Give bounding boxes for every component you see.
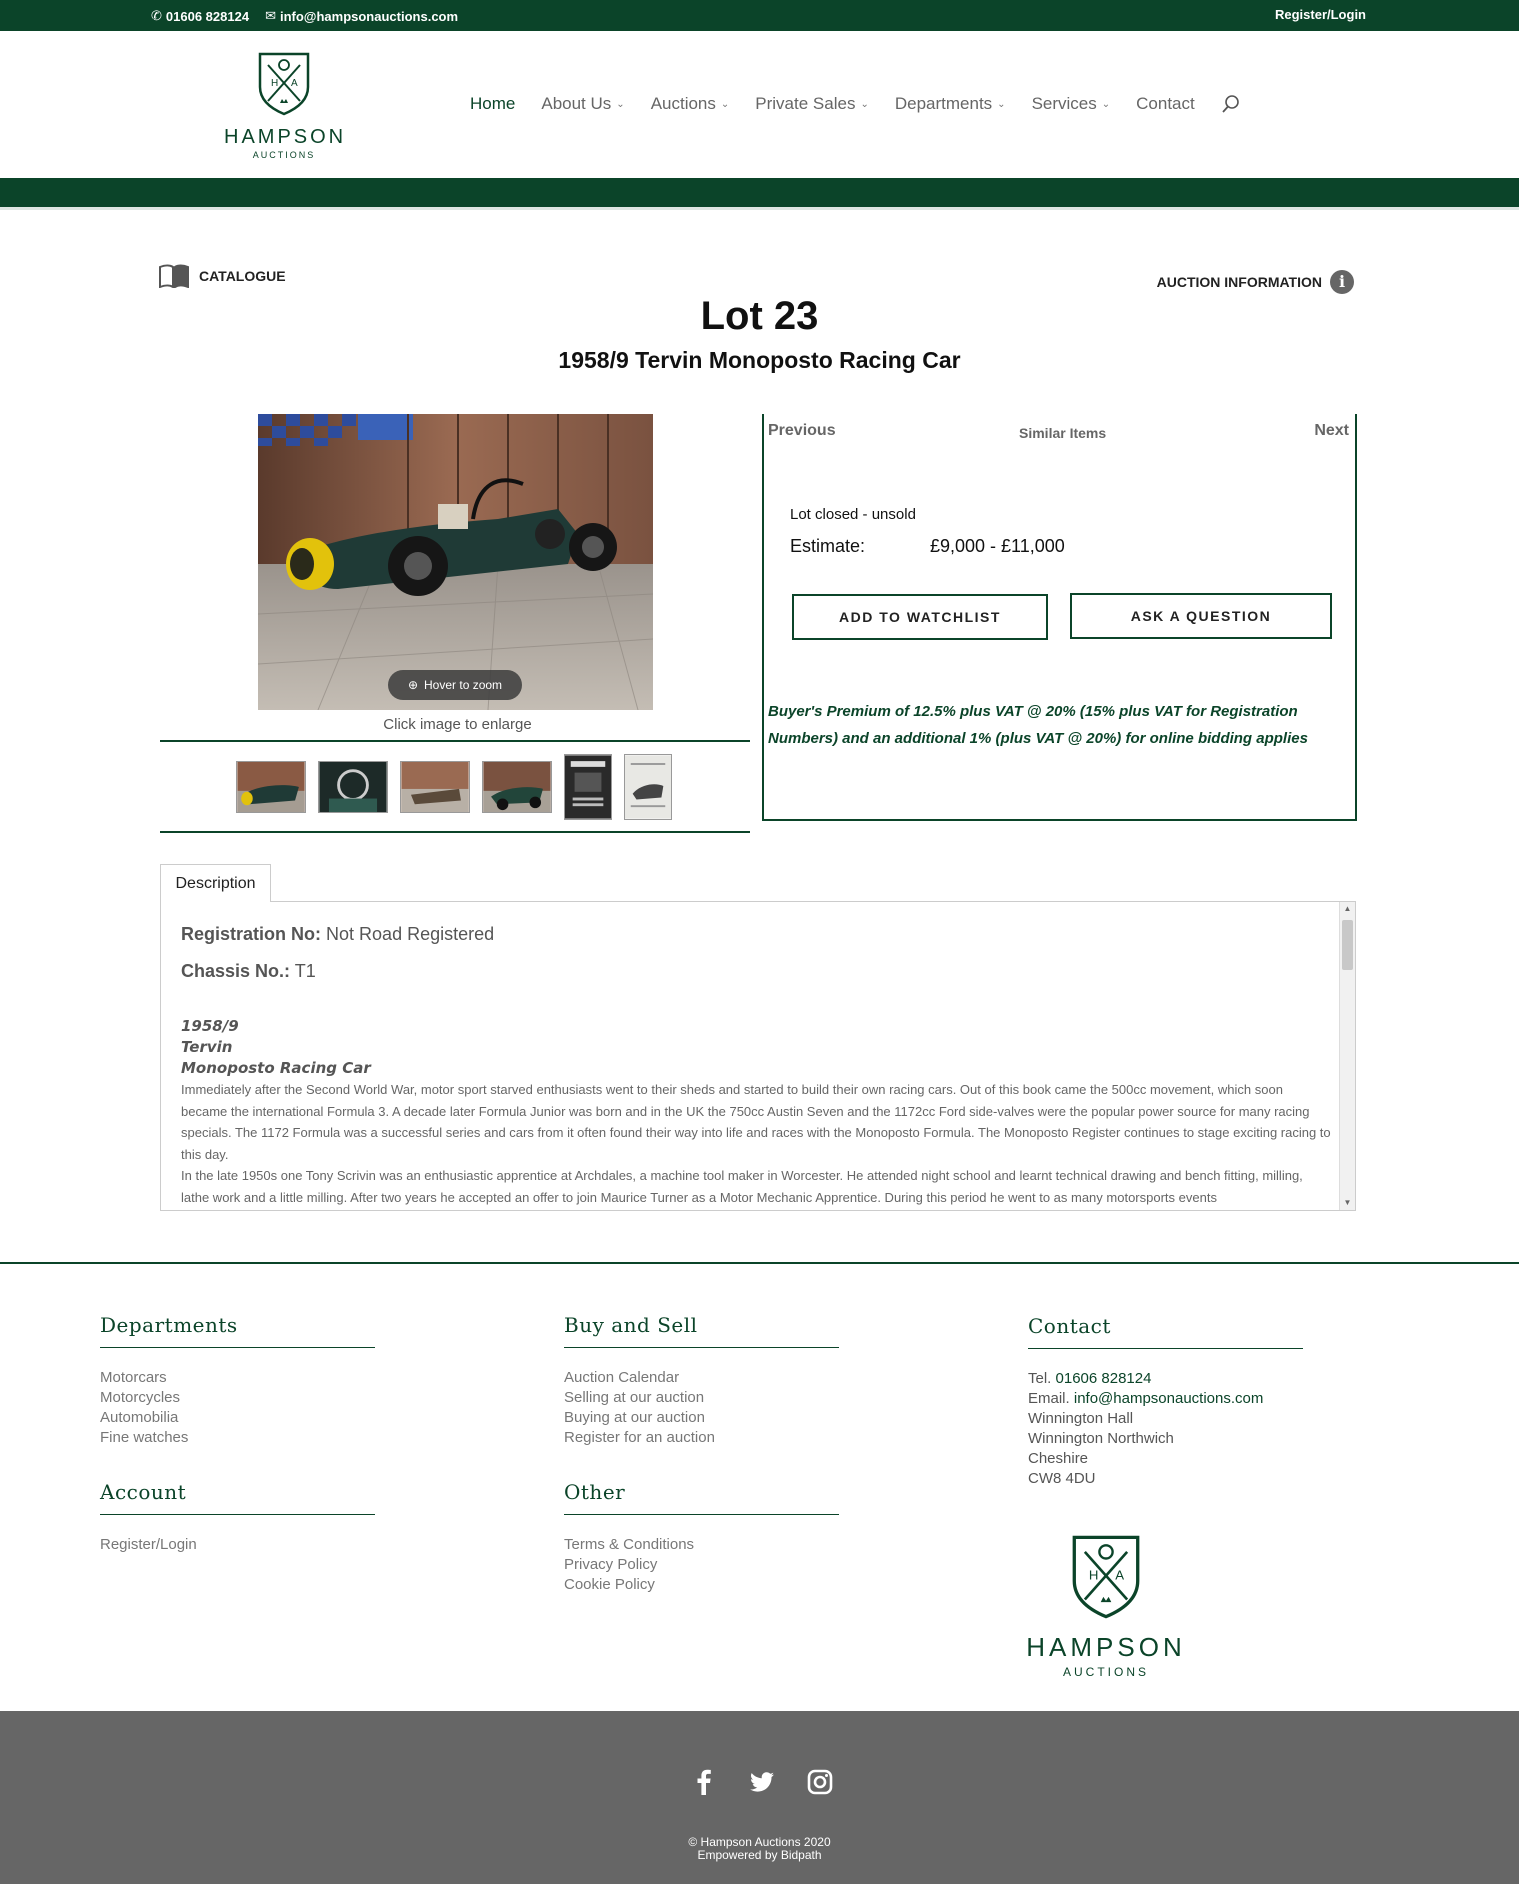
footer-heading: Contact <box>1028 1314 1303 1349</box>
chevron-down-icon: ⌄ <box>616 98 625 110</box>
description-scrollbar[interactable] <box>1339 902 1355 1210</box>
registration-row: Registration No: Not Road Registered <box>181 924 495 944</box>
footer-account <box>100 1480 375 1555</box>
top-bar <box>0 0 1519 31</box>
info-icon: i <box>1330 270 1354 294</box>
footer-logo <box>1020 1533 1192 1679</box>
add-to-watchlist-button[interactable]: ADD TO WATCHLIST <box>792 594 1048 640</box>
thumbnail-3[interactable] <box>400 761 470 813</box>
book-icon <box>159 264 189 288</box>
nav-departments[interactable]: Departments ⌄ <box>894 94 1006 113</box>
twitter-icon[interactable] <box>748 1768 776 1796</box>
phone-link[interactable]: ✆ 01606 828124 <box>151 8 250 24</box>
footer-link[interactable]: Motorcars <box>100 1369 167 1386</box>
logo-name: HAMPSON <box>1026 1632 1186 1662</box>
facebook-icon[interactable] <box>690 1768 718 1796</box>
contact-email[interactable]: Email. info@hampsonauctions.com <box>1028 1390 1264 1407</box>
scroll-up-icon[interactable]: ▲ <box>1343 904 1352 913</box>
description-panel[interactable] <box>160 901 1356 1211</box>
nav-about-us[interactable]: About Us ⌄ <box>541 94 625 113</box>
footer-link[interactable]: Selling at our auction <box>564 1389 705 1406</box>
logo-sub: AUCTIONS <box>252 150 316 160</box>
enlarge-hint: Click image to enlarge <box>383 716 532 733</box>
svg-text:A: A <box>1115 1567 1125 1583</box>
description-paragraph: In the late 1950s one Tony Scrivin was an enthusiastic apprentice at Archdales, a machine tool maker in Worcester. He attended night school and learnt technical drawing and bench fitting, milling, lathe work and a little milling. After two years he accepted an offer to join Maurice Turner as a Motor Mechanic Apprentice. During this period he went to as many motorsports events <box>181 1168 1303 1205</box>
contact-address-line: Winnington Northwich <box>1028 1430 1174 1447</box>
svg-text:H: H <box>1088 1567 1099 1583</box>
thumbnail-strip <box>236 754 672 820</box>
car-year: 1958/9 <box>181 1017 239 1035</box>
estimate-value: £9,000 - £11,000 <box>930 536 1065 556</box>
chevron-down-icon: ⌄ <box>860 98 869 110</box>
footer-link[interactable]: Terms & Conditions <box>564 1536 695 1553</box>
instagram-icon[interactable] <box>806 1768 834 1796</box>
contact-address-line: Winnington Hall <box>1028 1410 1134 1427</box>
auction-information-link[interactable]: AUCTION INFORMATION i <box>1157 270 1354 294</box>
logo-name: HAMPSON <box>224 126 347 148</box>
estimate-label: Estimate: <box>790 536 866 556</box>
site-header <box>0 31 1519 178</box>
main-nav <box>470 94 1241 114</box>
racing-car-photo <box>258 414 653 710</box>
svg-text:A: A <box>291 78 298 89</box>
previous-lot-link[interactable]: Previous <box>768 422 836 439</box>
chevron-down-icon: ⌄ <box>1101 98 1111 110</box>
scrollbar-thumb[interactable] <box>1342 920 1353 970</box>
tab-description[interactable]: Description <box>160 864 271 902</box>
footer-link[interactable]: Auction Calendar <box>564 1369 680 1386</box>
contact-address-line: CW8 4DU <box>1028 1470 1096 1487</box>
car-model: Monoposto Racing Car <box>181 1059 371 1077</box>
nav-home[interactable]: Home <box>470 94 516 113</box>
thumbnail-6[interactable] <box>624 754 672 820</box>
chevron-down-icon: ⌄ <box>997 98 1006 110</box>
social-links <box>690 1768 834 1796</box>
footer-bottom <box>0 1711 1519 1884</box>
lot-info-panel <box>762 414 1357 821</box>
chassis-row: Chassis No.: T1 <box>181 961 316 981</box>
hover-to-zoom-badge: ⊕ Hover to zoom <box>388 670 522 700</box>
svg-text:H: H <box>271 78 279 89</box>
footer-link[interactable]: Fine watches <box>100 1429 189 1446</box>
phone-icon: ✆ <box>151 8 162 23</box>
thumbnail-1[interactable] <box>236 761 306 813</box>
footer-buy-and-sell <box>564 1313 839 1448</box>
footer-link[interactable]: Buying at our auction <box>564 1409 705 1426</box>
catalogue-link[interactable]: CATALOGUE <box>159 264 286 288</box>
contact-phone[interactable]: Tel. 01606 828124 <box>1028 1370 1152 1387</box>
thumbnail-4[interactable] <box>482 761 552 813</box>
footer-heading: Buy and Sell <box>564 1313 839 1348</box>
nav-private-sales[interactable]: Private Sales ⌄ <box>755 94 869 113</box>
shield-logo-icon <box>256 51 312 117</box>
header-band <box>0 178 1519 207</box>
footer-heading: Departments <box>100 1313 375 1348</box>
search-icon[interactable] <box>1221 94 1241 114</box>
scroll-down-icon[interactable]: ▼ <box>1343 1198 1352 1207</box>
footer-link[interactable]: Cookie Policy <box>564 1576 655 1593</box>
car-make: Tervin <box>181 1038 233 1056</box>
contact-address-line: Cheshire <box>1028 1450 1089 1467</box>
email-link[interactable]: ✉ info@hampsonauctions.com <box>265 8 459 24</box>
footer-link[interactable]: Motorcycles <box>100 1389 181 1406</box>
footer-divider <box>0 1262 1519 1264</box>
footer-link[interactable]: Automobilia <box>100 1409 179 1426</box>
buyers-premium-note: Buyer's Premium of 12.5% plus VAT @ 20% (15% plus VAT for Registration Numbers) and an additional 1% (plus VAT @ 20%) for online bidding applies <box>768 703 1308 747</box>
footer-link[interactable]: Privacy Policy <box>564 1556 658 1573</box>
footer-link[interactable]: Register for an auction <box>564 1429 715 1446</box>
next-lot-link[interactable]: Next <box>1314 422 1349 439</box>
powered-by-link[interactable]: Empowered by Bidpath <box>697 1848 822 1862</box>
description-paragraph: Immediately after the Second World War, motor sport starved enthusiasts went to their sheds and started to build their own racing cars. Out of this book came the 500cc movement, which soon became the international Formula 3. A decade later Formula Junior was born and in the UK the 750cc Austin Seven and the 1172cc Ford side-valves were the popular power source for many racing specials. The 1172 Formula was a successful series and cars from it often found their way into life and races with the Monoposto Formula. The Monoposto Register continues to stage exciting racing to this day. <box>181 1082 1331 1162</box>
nav-auctions[interactable]: Auctions ⌄ <box>650 94 730 113</box>
mail-icon: ✉ <box>265 8 276 23</box>
thumbnail-5[interactable] <box>564 754 612 820</box>
ask-a-question-button[interactable]: ASK A QUESTION <box>1070 593 1332 639</box>
footer-heading: Account <box>100 1480 375 1515</box>
site-logo[interactable] <box>224 51 347 160</box>
footer-departments <box>100 1313 375 1448</box>
thumbnail-divider-bottom <box>160 831 750 833</box>
thumbnail-2[interactable] <box>318 761 388 813</box>
nav-services[interactable]: Services ⌄ <box>1031 94 1111 113</box>
nav-contact[interactable]: Contact <box>1136 94 1195 113</box>
footer-contact <box>1028 1314 1303 1489</box>
shield-logo-icon <box>1069 1533 1143 1621</box>
register-login-link[interactable]: Register/Login <box>1274 7 1366 22</box>
zoom-icon: ⊕ <box>407 678 419 692</box>
lot-subtitle: 1958/9 Tervin Monoposto Racing Car <box>558 347 961 373</box>
logo-sub: AUCTIONS <box>1062 1665 1149 1679</box>
thumbnail-divider-top <box>160 740 750 742</box>
lot-title: Lot 23 <box>700 294 819 338</box>
footer-heading: Other <box>564 1480 839 1515</box>
copyright: © Hampson Auctions 2020 Empowered by Bidpath <box>0 1836 1519 1862</box>
header-divider <box>0 207 1519 210</box>
lot-main-image[interactable] <box>258 414 653 710</box>
footer-link[interactable]: Register/Login <box>100 1536 197 1553</box>
lot-status: Lot closed - unsold <box>790 506 916 523</box>
footer-other <box>564 1480 839 1595</box>
chevron-down-icon: ⌄ <box>720 98 730 110</box>
similar-items-link[interactable]: Similar Items <box>1019 425 1107 441</box>
